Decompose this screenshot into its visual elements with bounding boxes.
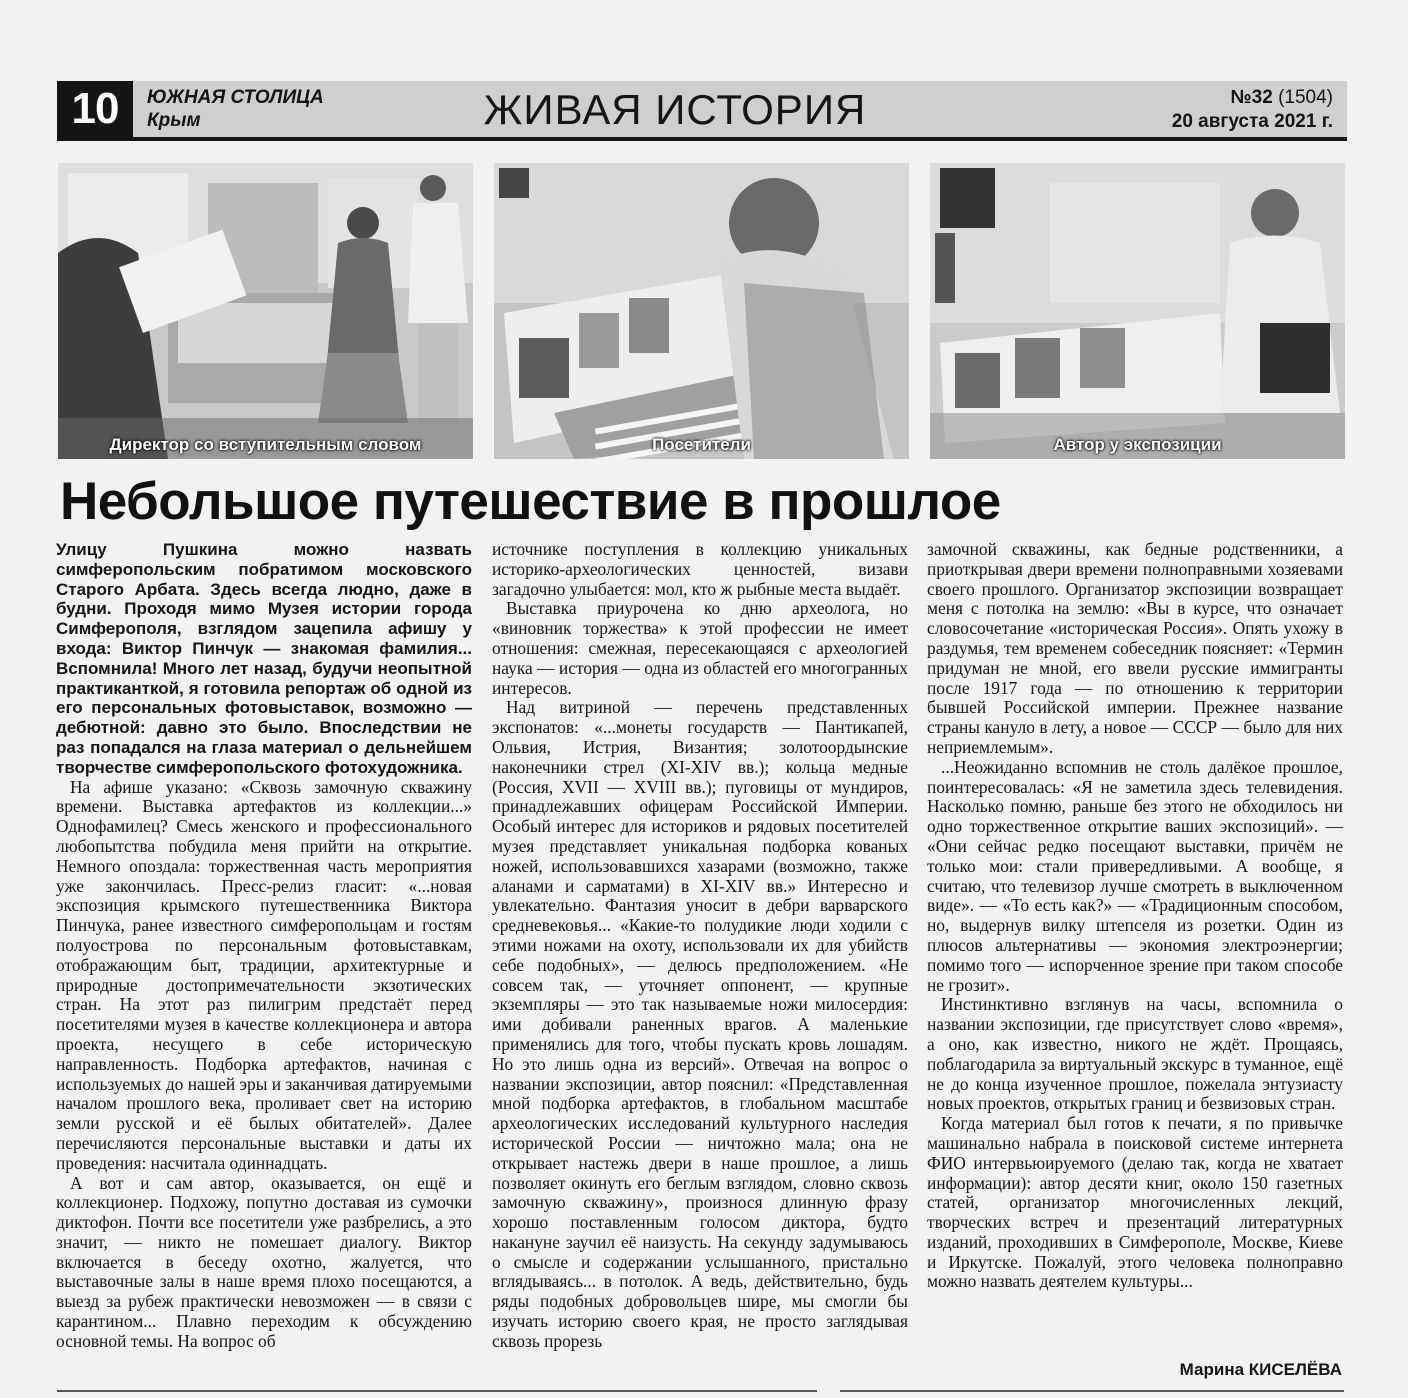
publication-name xyxy=(147,86,324,132)
bottom-rule xyxy=(57,1390,817,1392)
article-headline: Небольшое путешествие в прошлое xyxy=(60,472,1001,531)
issue-info xyxy=(1172,86,1333,134)
article-paragraph: На афише указано: «Сквозь замочную скважину времени. Выставка артефактов из коллекции...» Однофамилец? Смесь женского и профессионального любопытства побудила меня прийти на открытие. Немного опоздала: торжественная часть мероприятия уже закончилась. Пресс-релиз гласит: «...новая экспозиция крымского путешественника Виктора Пинчука, ранее известного симферопольцам и гостям полуострова по персональным фотовыставкам, отображающим быт, традиции, архитектурные и природные достопримечательности экзотических стран. На этот раз пилигрим предстаёт перед посетителями музея в качестве коллекционера и автора проекта, несущего в себе историческую направленность. Подборка артефактов, начиная с используемых до нашей эры и заканчивая датируемыми началом прошлого века, проливает свет на историю земли русской и её былых обитателей». Далее перечисляются персональные выставки и даты их проведения: насчитала одиннадцать. xyxy=(56,776,472,1173)
article-paragraph: Над витриной — перечень представленных экспонатов: «...монеты государств — Пантикапей, Ольвия, Истрия, Византия; золотоордынские наконечники стрел (XI-XIV вв.); кольца медные (Россия, XVII — XVIII вв.); пуговицы от мундиров, принадлежавших офицерам Российской Империи. Особый интерес для историков и рядовых посетителей музея представляет уникальная подборка кованых ножей, использовавшихся хазарами (возможно, также аланами и сарматами) в XI-XIV вв.» Интересно и увлекательно. Фантазия уносит в дебри варварского средневековья... «Какие-то полудикие люди ходили с этими ножами на охоту, использовали их для убийств себе подобных», — делюсь предположением. «Не совсем так, — уточняет оппонент, — крупные экземпляры — это так называемые ножи милосердия: ими добивали раненных врагов. А маленькие применялись для того, чтобы пускать кровь лошадям. Но это лишь одна из версий». Отвечая на вопрос о названии экспозиции, автор пояснил: «Представленная мной подборка артефактов, в глобальном масштабе археологических исследований культурного наследия исторической России — ничтожно мала; она не открывает настежь двери в наше прошлое, а лишь позволяет окинуть его беглым взглядом, словно сквозь замочную скважину», произнося длинную фразу хорошо поставленным голосом диктора, будто накануне заучил её наизусть. На секунду задумываюсь о смысле и содержании услышанного, пристально вглядываясь... в потолок. А ведь, действительно, будь ряды подобных добровольцев шире, мы смогли бы изучать историю своего края, не просто заглядывая сквозь прорезь xyxy=(492,697,908,1351)
article-column-3 xyxy=(927,540,1343,1292)
photo-director xyxy=(58,163,473,459)
publication-line-2: Крым xyxy=(147,110,201,131)
photo-author-image xyxy=(930,163,1345,459)
photo-caption-director: Директор со вступительным словом xyxy=(109,435,422,454)
article-paragraph: Выставка приурочена ко дню археолога, но «виновник торжества» к этой профессии не имеет отношения: смежная, пересекающаяся с археологией наука — история — одна из областей его многогранных интересов. xyxy=(492,598,908,698)
issue-number: №32 xyxy=(1230,87,1273,108)
photo-caption-visitors: Посетители xyxy=(652,435,751,454)
article-paragraph: ...Неожиданно вспомнив не столь далёкое прошлое, поинтересовалась: «Я не заметила здесь телевидения. Насколько помню, раньше без этого не обходилось ни одно торжественное открытие ваших экспозиций». — «Они сейчас редко посещают выставки, причём не только мои: стали привередливыми. А вообще, я считаю, что телевизор лучше смотреть в выключенном виде». — «То есть как?» — «Традиционным способом, но, выдернув вилку штепселя из розетки. Один из плюсов альтернативы — экономия электроэнергии; помимо того — испорченное зрение при таком способе не грозит». xyxy=(927,756,1343,995)
article-lead: Улицу Пушкина можно назвать симферопольским побратимом московского Старого Арбата. Здесь всегда людно, даже в будни. Проходя мимо Музея истории города Симферополя, взглядом зацепила афишу у входа: Виктор Пинчук — знакомая фамилия... Вспомнила! Много лет назад, будучи неопытной практиканткой, я готовила репортаж об одной из его персональных фотовыставок, возможно — дебютной: давно это было. Впоследствии не раз попадался на глаза материал о дельнейшем творчестве симферопольского фотохудожника. xyxy=(56,540,472,777)
article-paragraph: Когда материал был готов к печати, я по привычке машинально набрала в поисковой системе интернета ФИО интервьюируемого (делаю так, когда не хватает информации): автор десяти книг, около 150 газетных статей, организатор многочисленных лекций, творческих встреч и презентаций литературных изданий, проходивших в Симферополе, Москве, Киеве и Иркутске. Пожалуй, этого человека полноправно можно назвать деятелем культуры... xyxy=(927,1113,1343,1292)
issue-date: 20 августа 2021 г. xyxy=(1171,111,1333,132)
issue-total: (1504) xyxy=(1278,87,1333,108)
photo-director-image xyxy=(58,163,473,459)
bottom-rule xyxy=(840,1390,1344,1392)
article-paragraph: А вот и сам автор, оказывается, он ещё и коллекционер. Подхожу, попутно доставая из сумочки диктофон. Почти все посетители уже разбрелись, а это значит, — никто не помешает диалогу. Виктор включается в беседу охотно, жалуется, что выставочные залы в наше время плохо посещаются, а выезд за рубеж практически невозможен — в связи с карантином... Плавно переходим к обсуждению основной темы. На вопрос об xyxy=(56,1172,472,1351)
photo-visitors-image xyxy=(494,163,909,459)
publication-line-1: ЮЖНАЯ СТОЛИЦА xyxy=(147,87,324,108)
article-author: Марина КИСЕЛЁВА xyxy=(1179,1360,1342,1379)
page-number: 10 xyxy=(57,81,133,137)
article-column-1 xyxy=(56,540,472,1352)
header-rule xyxy=(57,137,1347,141)
photo-caption-author: Автор у экспозиции xyxy=(1053,435,1222,454)
article-paragraph: источнике поступления в коллекцию уникальных историко-археологических ценностей, визави загадочно улыбается: мол, кто ж рыбные места выдаёт. xyxy=(492,539,908,599)
photo-author xyxy=(930,163,1345,459)
article-paragraph: замочной скважины, как бедные родственники, а приоткрывая двери времени полноправными хозяевами своего прошлого. Организатор экспозиции возвращает меня с потолка на землю: «Вы в курсе, что означает словосочетание «историческая Россия». Опять ухожу в раздумья, тем временем собеседник поясняет: «Термин придуман не мной, его ввели русские иммигранты после 1917 года — по отношению к территории бывшей Российской империи. Прежнее название страны кануло в лету, а новое — СССР — было для них неприемлемым». xyxy=(927,539,1343,757)
photo-visitors xyxy=(494,163,909,459)
article-paragraph: Инстинктивно взглянув на часы, вспомнила о названии экспозиции, где присутствует слово «время», а оно, как известно, никого не ждёт. Прощаясь, поблагодарила за виртуальный экскурс в туманное, ещё не до конца изученное прошлое, пожелала энтузиасту новых проектов, открытых границ и безвизовых стран. xyxy=(927,994,1343,1114)
article-column-2 xyxy=(492,540,908,1352)
section-title: ЖИВАЯ ИСТОРИЯ xyxy=(483,86,867,133)
